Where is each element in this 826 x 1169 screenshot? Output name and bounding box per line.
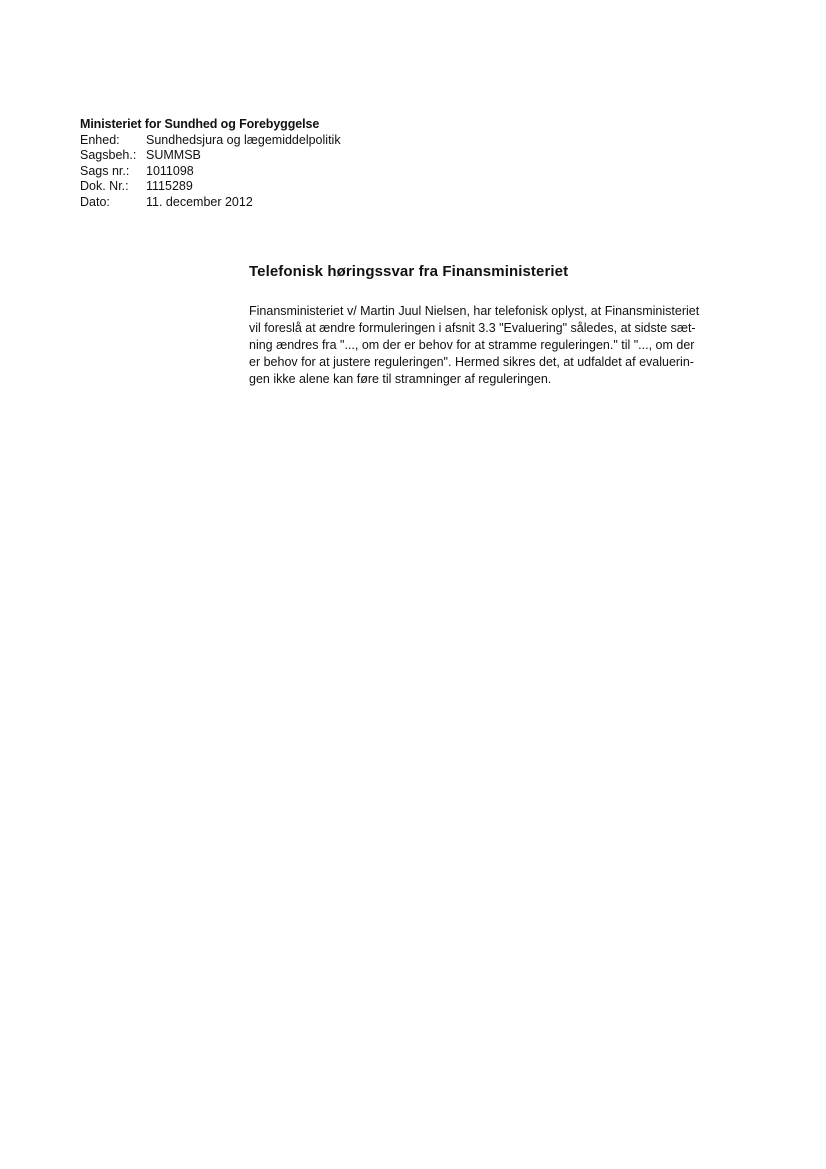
meta-row-sags-nr (80, 164, 341, 180)
meta-row-enhed (80, 133, 341, 149)
meta-value: 11. december 2012 (146, 194, 253, 209)
meta-value: Sundhedsjura og lægemiddelpolitik (146, 132, 341, 147)
meta-row-sagsbeh (80, 148, 341, 164)
meta-label: Dok. Nr.: (80, 179, 129, 193)
body-line: er behov for at justere reguleringen". Hermed sikres det, at udfaldet af evaluerin- (249, 355, 694, 369)
meta-row-dato (80, 195, 341, 211)
meta-label: Dato: (80, 194, 110, 209)
meta-row-dok-nr (80, 179, 341, 195)
meta-label: Enhed: (80, 132, 120, 147)
body-line: gen ikke alene kan føre til stramninger af reguleringen. (249, 372, 552, 386)
body-line: ning ændres fra "..., om der er behov for at stramme reguleringen." til "..., om der (249, 338, 695, 352)
body-line: Finansministeriet v/ Martin Juul Nielsen, har telefonisk oplyst, at Finansministeriet (249, 304, 700, 318)
meta-value: 1011098 (146, 163, 194, 178)
meta-value: SUMMSB (146, 148, 201, 162)
document-header (80, 117, 341, 210)
document-title: Telefonisk høringssvar fra Finansministeriet (249, 263, 569, 280)
meta-label: Sagsbeh.: (80, 148, 137, 162)
document-body (249, 303, 729, 388)
organization-name: Ministeriet for Sundhed og Forebyggelse (80, 117, 320, 131)
meta-value: 1115289 (146, 179, 193, 193)
body-line: vil foreslå at ændre formuleringen i afsnit 3.3 "Evaluering" således, at sidste sæt- (249, 321, 696, 335)
meta-label: Sags nr.: (80, 163, 130, 178)
